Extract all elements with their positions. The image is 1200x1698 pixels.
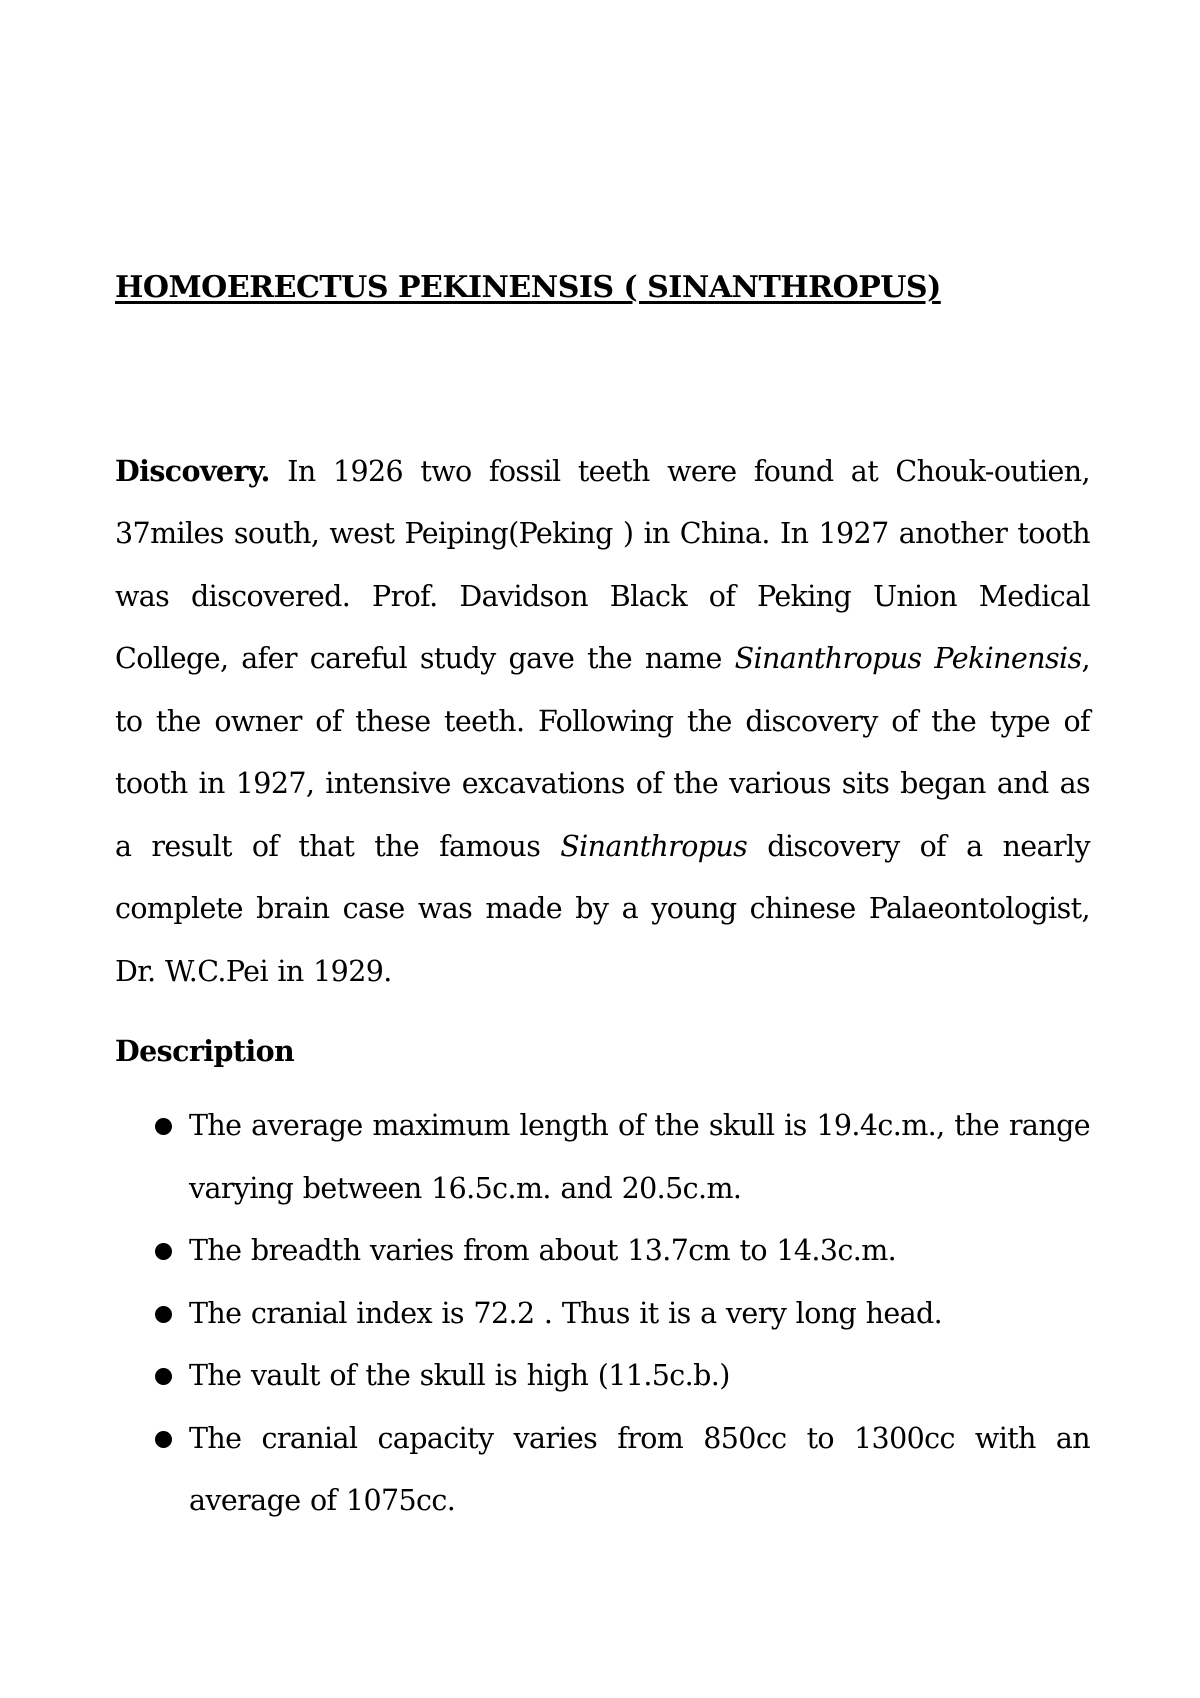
list-item: The cranial capacity varies from 850cc to 1300cc with an average of 1075cc. <box>115 1408 1090 1533</box>
description-list <box>115 1095 1090 1533</box>
description-heading: Description <box>115 1034 295 1068</box>
list-item: The average maximum length of the skull is 19.4c.m., the range varying between 16.5c.m. and 20.5c.m. <box>115 1095 1090 1220</box>
discovery-text-2: , to the owner of these teeth. Following the discovery of the type of tooth in 1927, intensive excavations of the various sits began and as a result of that the famous <box>115 642 1090 863</box>
document-title: HOMOERECTUS PEKINENSIS ( SINANTHROPUS) <box>115 270 941 305</box>
discovery-label: Discovery. <box>115 453 270 488</box>
discovery-text-3: discovery of a nearly complete brain case was made by a young chinese Palaeontologist, Dr. W.C.Pei in 1929. <box>115 829 1090 988</box>
bullet-icon <box>155 1243 172 1260</box>
discovery-paragraph <box>115 440 1090 1004</box>
bullet-icon <box>155 1431 172 1448</box>
species-name-italic: Sinanthropus Pekinensis <box>734 642 1082 675</box>
list-item: The vault of the skull is high (11.5c.b.) <box>115 1345 1090 1408</box>
discovery-text-1: In 1926 two fossil teeth were found at Chouk-outien, 37miles south, west Peiping(Peking ) in China. In 1927 another tooth was discovered. Prof. Davidson Black of Peking Union Medical College, afer careful study gave the name <box>115 454 1090 675</box>
bullet-icon <box>155 1368 172 1385</box>
genus-name-italic: Sinanthropus <box>560 829 748 863</box>
list-item: The breadth varies from about 13.7cm to 14.3c.m. <box>115 1220 1090 1283</box>
bullet-icon <box>155 1306 172 1323</box>
list-item: The cranial index is 72.2 . Thus it is a very long head. <box>115 1283 1090 1346</box>
bullet-icon <box>155 1118 172 1135</box>
